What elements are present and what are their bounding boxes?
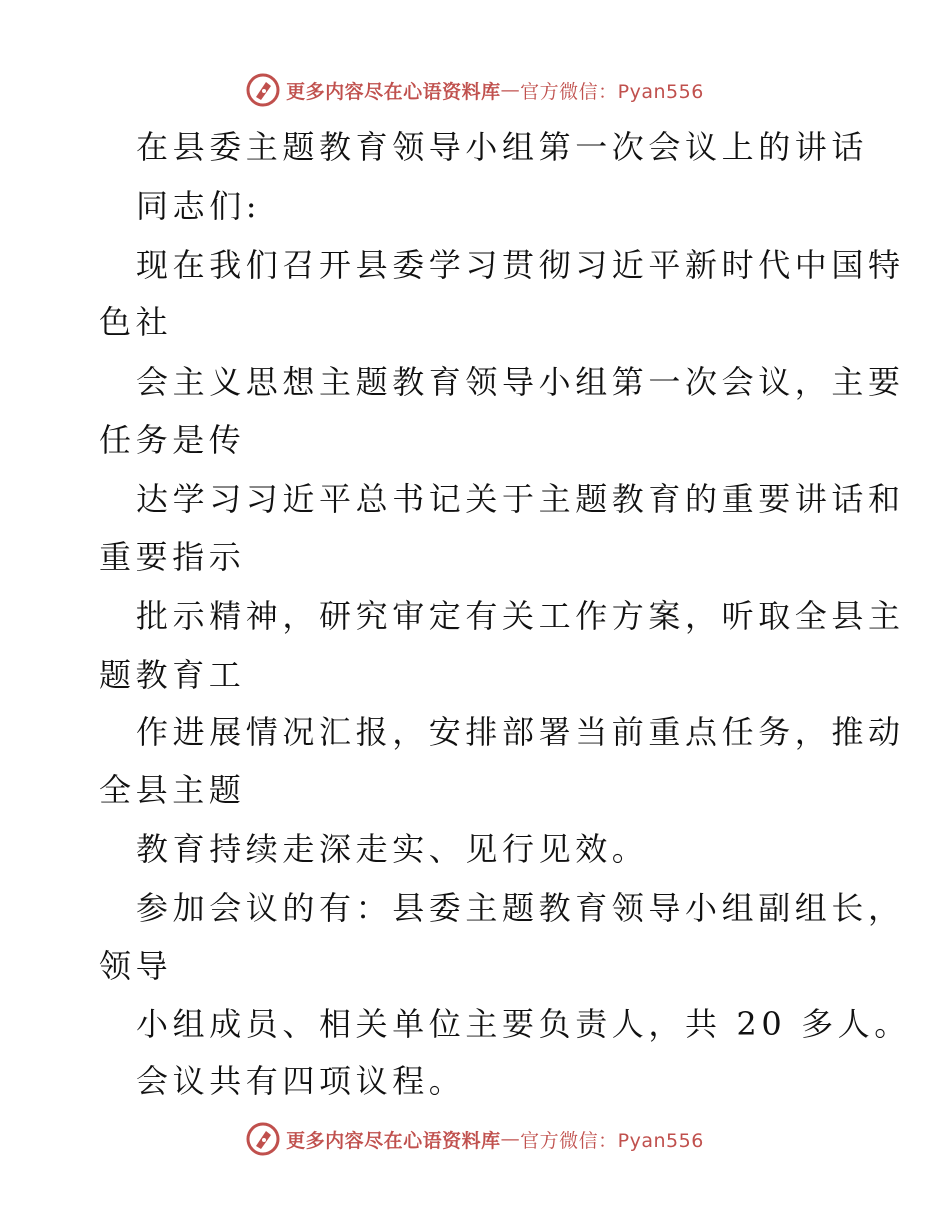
paragraph-line: 重要指示: [99, 538, 246, 576]
paragraph-line: 批示精神，研究审定有关工作方案，听取全县主: [136, 597, 905, 635]
paragraph-line: 参加会议的有：县委主题教育领导小组副组长，: [136, 889, 905, 927]
watermark-main-text: 更多内容尽在心语资料库: [286, 80, 501, 103]
paragraph-line: 题教育工: [99, 656, 246, 694]
paragraph-line: 作进展情况汇报，安排部署当前重点任务，推动: [136, 713, 905, 751]
pen-nib-logo-icon: [246, 1122, 280, 1156]
paragraph-line: 领导: [99, 947, 173, 985]
watermark-contact-text: 官方微信：Pyan556: [520, 80, 704, 103]
paragraph-line: 小组成员、相关单位主要负责人，共 20 多人。: [136, 1005, 911, 1043]
paragraph-line: 任务是传: [99, 421, 246, 459]
paragraph-line: 现在我们召开县委学习贯彻习近平新时代中国特: [136, 246, 905, 284]
paragraph-line: 达学习习近平总书记关于主题教育的重要讲话和: [136, 480, 905, 518]
watermark-contact-text: 官方微信：Pyan556: [520, 1129, 704, 1152]
watermark-main-text: 更多内容尽在心语资料库: [286, 1129, 501, 1152]
pen-nib-logo-icon: [246, 73, 280, 107]
paragraph-line: 会议共有四项议程。: [136, 1062, 466, 1100]
paragraph-line: 全县主题: [99, 771, 246, 809]
paragraph-line: 教育持续走深走实、见行见效。: [136, 830, 649, 868]
watermark-separator: —: [500, 79, 521, 101]
paragraph-line: 色社: [99, 303, 173, 341]
paragraph-line: 会主义思想主题教育领导小组第一次会议，主要: [136, 363, 905, 401]
document-title: 在县委主题教育领导小组第一次会议上的讲话: [136, 128, 869, 166]
header-watermark: [0, 72, 950, 108]
watermark-separator: —: [500, 1128, 521, 1150]
paragraph-line: 同志们:: [136, 187, 262, 225]
footer-watermark: [0, 1121, 950, 1157]
